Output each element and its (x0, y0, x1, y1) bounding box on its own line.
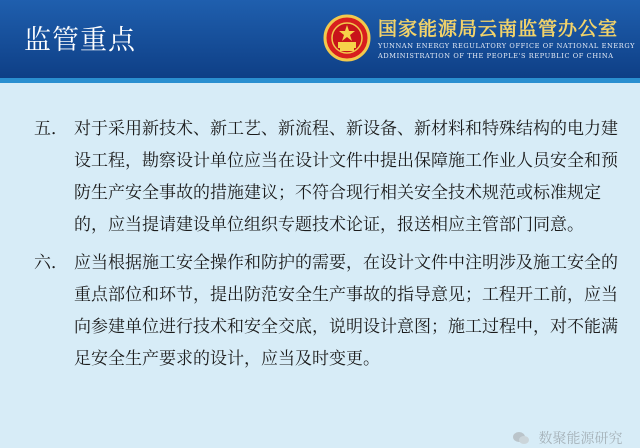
watermark (512, 428, 622, 448)
item-marker: 五． (34, 119, 68, 139)
header-bar (0, 0, 640, 78)
national-emblem-icon (323, 14, 371, 62)
list-item (34, 113, 624, 241)
wechat-icon (512, 431, 530, 445)
watermark-text: 数聚能源研究 (538, 431, 623, 447)
list-item (34, 247, 624, 375)
content-list (34, 113, 624, 381)
header-stripe (0, 78, 640, 83)
item-text: 对于采用新技术、新工艺、新流程、新设备、新材料和特殊结构的电力建设工程，勘察设计单位应当在设计文件中提出保障施工作业人员安全和预防生产安全事故的措施建议；不符合现行相关安全技术规范或标准规定的，应当提请建设单位组织专题技术论证，报送相应主管部门同意。 (74, 119, 618, 235)
org-name-en: YUNNAN ENERGY REGULATORY OFFICE OF NATIONAL ENERGY ADMINISTRATION OF THE PEOPLE'S REPUBLIC OF CHINA (378, 42, 636, 60)
org-name-cn: 国家能源局云南监管办公室 (378, 18, 619, 40)
page-title: 监管重点 (24, 25, 136, 56)
item-text: 应当根据施工安全操作和防护的需要，在设计文件中注明涉及施工安全的重点部位和环节，提出防范安全生产事故的指导意见；工程开工前，应当向参建单位进行技术和安全交底，说明设计意图；施工过程中，对不能满足安全生产要求的设计，应当及时变更。 (74, 253, 618, 369)
item-marker: 六． (34, 253, 68, 273)
